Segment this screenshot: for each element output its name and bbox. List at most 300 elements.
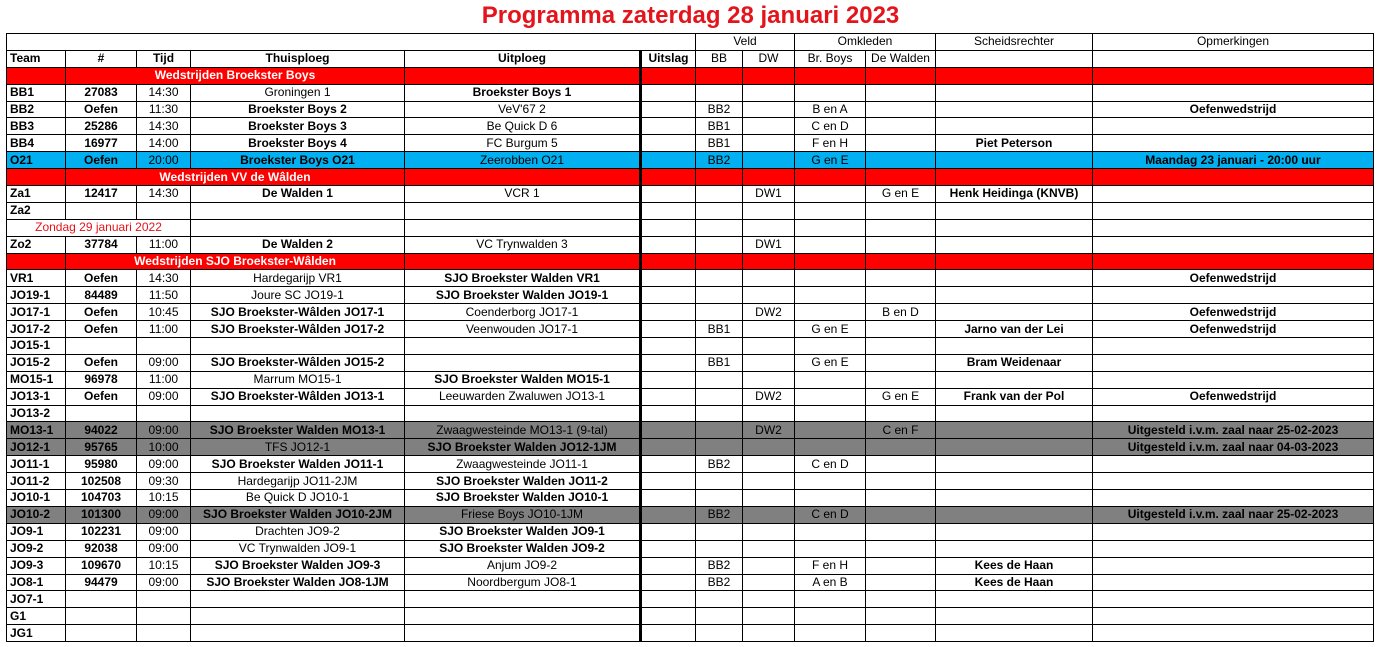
- cell-referee: [936, 371, 1093, 388]
- cell-dressing-brboys: [795, 388, 866, 405]
- page-title: Programma zaterdag 28 januari 2023: [481, 2, 900, 29]
- cell-dressing-dewalden: [866, 84, 936, 101]
- cell-referee: Kees de Haan: [936, 557, 1093, 574]
- cell-dressing-brboys: [795, 202, 866, 219]
- cell-result: [641, 506, 696, 523]
- cell-team: BB1: [7, 84, 66, 101]
- cell-team: MO15-1: [7, 371, 66, 388]
- cell-remarks: [1093, 456, 1374, 473]
- cell-home-team: Broekster Boys 2: [191, 101, 405, 118]
- cell-remarks: Uitgesteld i.v.m. zaal naar 04-03-2023: [1093, 439, 1374, 456]
- cell-dressing-brboys: B en A: [795, 101, 866, 118]
- cell-referee: [936, 625, 1093, 642]
- table-row: [7, 608, 1374, 625]
- cell-team: JO10-2: [7, 506, 66, 523]
- section-blank-cell: [696, 169, 743, 186]
- section-blank-uit: [405, 253, 641, 270]
- cell-away-team: [405, 202, 641, 219]
- cell-match-number: 94479: [66, 574, 137, 591]
- table-row: [7, 354, 1374, 371]
- cell-time: 10:45: [137, 304, 191, 321]
- section-blank-cell: [743, 67, 795, 84]
- cell-time: [137, 338, 191, 355]
- cell-dressing-brboys: F en H: [795, 135, 866, 152]
- cell-match-number: [66, 625, 137, 642]
- blank-cell: [743, 219, 795, 236]
- section-blank-cell: [696, 253, 743, 270]
- cell-remarks: Uitgesteld i.v.m. zaal naar 25-02-2023: [1093, 506, 1374, 523]
- table-row: [7, 101, 1374, 118]
- cell-time: 11:00: [137, 321, 191, 338]
- cell-dressing-brboys: [795, 236, 866, 253]
- cell-time: 14:30: [137, 118, 191, 135]
- cell-away-team: Zwaagwesteinde JO11-1: [405, 456, 641, 473]
- cell-dressing-dewalden: [866, 135, 936, 152]
- cell-referee: Bram Weidenaar: [936, 354, 1093, 371]
- cell-dressing-dewalden: [866, 321, 936, 338]
- column-header-bb: BB: [696, 50, 743, 67]
- group-header-omkleden: Omkleden: [795, 34, 936, 51]
- section-title: Wedstrijden VV de Wâlden: [66, 169, 405, 186]
- cell-dressing-dewalden: [866, 405, 936, 422]
- cell-team: BB2: [7, 101, 66, 118]
- column-header-scheids: [936, 50, 1093, 67]
- cell-time: [137, 405, 191, 422]
- cell-home-team: TFS JO12-1: [191, 439, 405, 456]
- table-row: [7, 287, 1374, 304]
- cell-remarks: [1093, 202, 1374, 219]
- cell-result: [641, 270, 696, 287]
- cell-field-dw: DW1: [743, 236, 795, 253]
- cell-field-bb: [696, 338, 743, 355]
- cell-time: 20:00: [137, 152, 191, 169]
- cell-team: G1: [7, 608, 66, 625]
- cell-dressing-brboys: C en D: [795, 506, 866, 523]
- cell-away-team: FC Burgum 5: [405, 135, 641, 152]
- cell-referee: [936, 540, 1093, 557]
- cell-away-team: SJO Broekster Walden JO19-1: [405, 287, 641, 304]
- section-blank-cell: [1093, 169, 1374, 186]
- schedule-table: [6, 33, 1374, 642]
- cell-time: 09:00: [137, 574, 191, 591]
- cell-remarks: Oefenwedstrijd: [1093, 304, 1374, 321]
- cell-home-team: SJO Broekster-Wâlden JO17-2: [191, 321, 405, 338]
- cell-away-team: SJO Broekster Walden MO15-1: [405, 371, 641, 388]
- cell-dressing-brboys: [795, 338, 866, 355]
- cell-referee: Kees de Haan: [936, 574, 1093, 591]
- cell-remarks: [1093, 371, 1374, 388]
- cell-away-team: Coenderborg JO17-1: [405, 304, 641, 321]
- cell-home-team: VC Trynwalden JO9-1: [191, 540, 405, 557]
- cell-time: 11:00: [137, 236, 191, 253]
- cell-time: 11:00: [137, 371, 191, 388]
- cell-dressing-brboys: F en H: [795, 557, 866, 574]
- cell-away-team: Zwaagwesteinde MO13-1 (9-tal): [405, 422, 641, 439]
- cell-dressing-dewalden: [866, 338, 936, 355]
- cell-referee: [936, 287, 1093, 304]
- blank-cell: [191, 219, 405, 236]
- cell-field-bb: BB2: [696, 456, 743, 473]
- cell-team: JO11-1: [7, 456, 66, 473]
- cell-dressing-dewalden: [866, 608, 936, 625]
- cell-field-bb: [696, 186, 743, 203]
- blank-cell: [405, 219, 641, 236]
- cell-time: 14:30: [137, 186, 191, 203]
- group-header-veld: Veld: [696, 34, 795, 51]
- cell-team: JO13-1: [7, 388, 66, 405]
- cell-home-team: Drachten JO9-2: [191, 523, 405, 540]
- section-blank-cell: [795, 169, 866, 186]
- cell-away-team: SJO Broekster Walden JO9-1: [405, 523, 641, 540]
- cell-match-number: 104703: [66, 490, 137, 507]
- table-row: [7, 338, 1374, 355]
- cell-match-number: Oefen: [66, 270, 137, 287]
- cell-result: [641, 574, 696, 591]
- table-row: [7, 473, 1374, 490]
- table-row: [7, 490, 1374, 507]
- cell-match-number: 27083: [66, 84, 137, 101]
- cell-result: [641, 557, 696, 574]
- cell-referee: [936, 118, 1093, 135]
- cell-field-dw: [743, 152, 795, 169]
- cell-team: O21: [7, 152, 66, 169]
- cell-home-team: SJO Broekster-Wâlden JO15-2: [191, 354, 405, 371]
- cell-field-dw: [743, 523, 795, 540]
- table-row: [7, 135, 1374, 152]
- cell-time: 09:00: [137, 523, 191, 540]
- cell-referee: [936, 523, 1093, 540]
- cell-field-dw: [743, 371, 795, 388]
- cell-field-dw: [743, 490, 795, 507]
- cell-referee: Frank van der Pol: [936, 388, 1093, 405]
- blank-cell: [696, 219, 743, 236]
- cell-home-team: [191, 405, 405, 422]
- cell-team: JO12-1: [7, 439, 66, 456]
- cell-field-dw: [743, 540, 795, 557]
- cell-field-bb: BB2: [696, 506, 743, 523]
- cell-field-bb: [696, 236, 743, 253]
- cell-field-bb: [696, 422, 743, 439]
- cell-remarks: Oefenwedstrijd: [1093, 270, 1374, 287]
- cell-remarks: [1093, 354, 1374, 371]
- cell-dressing-dewalden: [866, 490, 936, 507]
- section-blank-cell: [795, 253, 866, 270]
- cell-away-team: SJO Broekster Walden JO10-1: [405, 490, 641, 507]
- cell-result: [641, 388, 696, 405]
- cell-dressing-brboys: [795, 608, 866, 625]
- cell-dressing-brboys: [795, 439, 866, 456]
- cell-dressing-brboys: G en E: [795, 321, 866, 338]
- table-row: [7, 625, 1374, 642]
- cell-result: [641, 84, 696, 101]
- cell-dressing-brboys: [795, 186, 866, 203]
- cell-dressing-dewalden: C en F: [866, 422, 936, 439]
- cell-result: [641, 608, 696, 625]
- cell-field-dw: [743, 270, 795, 287]
- column-header-team: Team: [7, 50, 66, 67]
- cell-field-bb: BB2: [696, 101, 743, 118]
- table-row: [7, 371, 1374, 388]
- cell-field-bb: BB1: [696, 321, 743, 338]
- cell-dressing-dewalden: [866, 591, 936, 608]
- cell-dressing-brboys: [795, 473, 866, 490]
- cell-result: [641, 490, 696, 507]
- table-row: [7, 118, 1374, 135]
- cell-referee: Jarno van der Lei: [936, 321, 1093, 338]
- cell-home-team: [191, 338, 405, 355]
- cell-field-bb: [696, 84, 743, 101]
- cell-team: JG1: [7, 625, 66, 642]
- cell-home-team: [191, 591, 405, 608]
- cell-field-bb: BB2: [696, 152, 743, 169]
- cell-dressing-dewalden: [866, 152, 936, 169]
- section-blank-team: [7, 253, 66, 270]
- section-blank-uitslag: [641, 67, 696, 84]
- cell-field-bb: [696, 287, 743, 304]
- cell-result: [641, 439, 696, 456]
- cell-home-team: De Walden 1: [191, 186, 405, 203]
- cell-referee: [936, 84, 1093, 101]
- cell-team: JO8-1: [7, 574, 66, 591]
- cell-match-number: 16977: [66, 135, 137, 152]
- section-blank-cell: [936, 253, 1093, 270]
- cell-team: JO9-2: [7, 540, 66, 557]
- cell-dressing-dewalden: [866, 574, 936, 591]
- section-blank-cell: [1093, 253, 1374, 270]
- cell-dressing-dewalden: [866, 118, 936, 135]
- table-row: [7, 152, 1374, 169]
- cell-field-bb: [696, 625, 743, 642]
- cell-dressing-dewalden: [866, 236, 936, 253]
- cell-result: [641, 338, 696, 355]
- cell-dressing-dewalden: G en E: [866, 388, 936, 405]
- cell-match-number: Oefen: [66, 152, 137, 169]
- cell-result: [641, 236, 696, 253]
- cell-dressing-dewalden: [866, 540, 936, 557]
- cell-remarks: [1093, 591, 1374, 608]
- cell-remarks: Uitgesteld i.v.m. zaal naar 25-02-2023: [1093, 422, 1374, 439]
- cell-time: 10:15: [137, 490, 191, 507]
- cell-time: [137, 625, 191, 642]
- column-header-uitploeg: Uitploeg: [405, 50, 641, 67]
- section-blank-cell: [795, 67, 866, 84]
- table-row: [7, 439, 1374, 456]
- cell-match-number: 101300: [66, 506, 137, 523]
- cell-remarks: [1093, 473, 1374, 490]
- cell-home-team: SJO Broekster Walden MO13-1: [191, 422, 405, 439]
- section-blank-cell: [866, 67, 936, 84]
- cell-time: 09:30: [137, 473, 191, 490]
- group-header-blank: [7, 34, 696, 51]
- cell-home-team: Marrum MO15-1: [191, 371, 405, 388]
- cell-away-team: SJO Broekster Walden VR1: [405, 270, 641, 287]
- cell-team: JO13-2: [7, 405, 66, 422]
- cell-dressing-brboys: [795, 287, 866, 304]
- cell-team: Za1: [7, 186, 66, 203]
- table-row: [7, 523, 1374, 540]
- cell-time: 14:30: [137, 270, 191, 287]
- blank-cell: [936, 219, 1093, 236]
- cell-dressing-dewalden: [866, 456, 936, 473]
- cell-referee: [936, 439, 1093, 456]
- table-row: [7, 388, 1374, 405]
- cell-dressing-dewalden: [866, 101, 936, 118]
- cell-time: 09:00: [137, 354, 191, 371]
- section-blank-cell: [696, 67, 743, 84]
- blank-cell: [1093, 219, 1374, 236]
- cell-match-number: [66, 202, 137, 219]
- cell-away-team: [405, 338, 641, 355]
- cell-referee: [936, 506, 1093, 523]
- cell-field-dw: [743, 625, 795, 642]
- table-row: [7, 557, 1374, 574]
- cell-field-dw: [743, 338, 795, 355]
- cell-field-dw: [743, 557, 795, 574]
- cell-dressing-brboys: G en E: [795, 152, 866, 169]
- cell-match-number: 95980: [66, 456, 137, 473]
- cell-home-team: Be Quick D JO10-1: [191, 490, 405, 507]
- cell-home-team: De Walden 2: [191, 236, 405, 253]
- cell-remarks: [1093, 490, 1374, 507]
- cell-result: [641, 135, 696, 152]
- cell-field-dw: [743, 202, 795, 219]
- group-header-scheidsrechter: Scheidsrechter: [936, 34, 1093, 51]
- cell-result: [641, 405, 696, 422]
- cell-result: [641, 540, 696, 557]
- cell-home-team: SJO Broekster Walden JO8-1JM: [191, 574, 405, 591]
- section-title: Wedstrijden Broekster Boys: [66, 67, 405, 84]
- column-header-opm: [1093, 50, 1374, 67]
- cell-field-bb: [696, 523, 743, 540]
- cell-dressing-dewalden: [866, 557, 936, 574]
- cell-result: [641, 371, 696, 388]
- cell-remarks: [1093, 338, 1374, 355]
- group-header-opmerkingen: Opmerkingen: [1093, 34, 1374, 51]
- cell-match-number: 37784: [66, 236, 137, 253]
- cell-team: JO9-3: [7, 557, 66, 574]
- cell-away-team: [405, 625, 641, 642]
- cell-match-number: 102231: [66, 523, 137, 540]
- cell-time: 11:30: [137, 101, 191, 118]
- cell-match-number: 102508: [66, 473, 137, 490]
- cell-match-number: Oefen: [66, 388, 137, 405]
- cell-result: [641, 625, 696, 642]
- section-header-row: [7, 253, 1374, 270]
- column-header-thuisploeg: Thuisploeg: [191, 50, 405, 67]
- cell-away-team: SJO Broekster Walden JO9-2: [405, 540, 641, 557]
- cell-away-team: [405, 591, 641, 608]
- cell-dressing-dewalden: [866, 473, 936, 490]
- cell-field-bb: BB1: [696, 118, 743, 135]
- cell-field-dw: [743, 405, 795, 422]
- cell-match-number: 96978: [66, 371, 137, 388]
- cell-field-bb: [696, 405, 743, 422]
- cell-dressing-dewalden: [866, 287, 936, 304]
- cell-dressing-brboys: C en D: [795, 456, 866, 473]
- cell-match-number: [66, 591, 137, 608]
- cell-dressing-brboys: [795, 523, 866, 540]
- cell-result: [641, 186, 696, 203]
- cell-field-dw: [743, 354, 795, 371]
- cell-match-number: Oefen: [66, 304, 137, 321]
- table-row: [7, 540, 1374, 557]
- blank-cell: [641, 219, 696, 236]
- cell-time: 10:00: [137, 439, 191, 456]
- cell-referee: [936, 152, 1093, 169]
- blank-cell: [795, 219, 866, 236]
- table-row: [7, 422, 1374, 439]
- cell-result: [641, 591, 696, 608]
- cell-field-bb: [696, 202, 743, 219]
- cell-home-team: Joure SC JO19-1: [191, 287, 405, 304]
- cell-team: VR1: [7, 270, 66, 287]
- cell-home-team: SJO Broekster Walden JO9-3: [191, 557, 405, 574]
- column-header-dw: DW: [743, 50, 795, 67]
- cell-remarks: [1093, 135, 1374, 152]
- cell-remarks: [1093, 625, 1374, 642]
- cell-time: 09:00: [137, 456, 191, 473]
- cell-match-number: 84489: [66, 287, 137, 304]
- section-blank-team: [7, 169, 66, 186]
- cell-home-team: Hardegarijp VR1: [191, 270, 405, 287]
- cell-dressing-brboys: [795, 405, 866, 422]
- cell-field-bb: [696, 540, 743, 557]
- sunday-label: Zondag 29 januari 2022: [7, 219, 191, 236]
- section-blank-cell: [936, 169, 1093, 186]
- cell-time: 10:15: [137, 557, 191, 574]
- cell-away-team: Zeerobben O21: [405, 152, 641, 169]
- cell-match-number: 94022: [66, 422, 137, 439]
- cell-result: [641, 473, 696, 490]
- table-row: [7, 84, 1374, 101]
- cell-referee: [936, 591, 1093, 608]
- cell-away-team: [405, 354, 641, 371]
- cell-home-team: [191, 202, 405, 219]
- section-blank-cell: [1093, 67, 1374, 84]
- cell-time: 09:00: [137, 422, 191, 439]
- cell-remarks: [1093, 84, 1374, 101]
- cell-away-team: Anjum JO9-2: [405, 557, 641, 574]
- table-row: [7, 506, 1374, 523]
- cell-field-dw: [743, 574, 795, 591]
- cell-away-team: Leeuwarden Zwaluwen JO13-1: [405, 388, 641, 405]
- cell-field-dw: [743, 456, 795, 473]
- cell-match-number: [66, 338, 137, 355]
- section-blank-cell: [743, 253, 795, 270]
- cell-team: BB4: [7, 135, 66, 152]
- cell-field-dw: [743, 101, 795, 118]
- cell-result: [641, 321, 696, 338]
- cell-home-team: [191, 625, 405, 642]
- cell-team: MO13-1: [7, 422, 66, 439]
- cell-field-bb: [696, 608, 743, 625]
- cell-referee: [936, 608, 1093, 625]
- cell-home-team: SJO Broekster-Wâlden JO13-1: [191, 388, 405, 405]
- cell-team: JO11-2: [7, 473, 66, 490]
- cell-away-team: Be Quick D 6: [405, 118, 641, 135]
- cell-remarks: [1093, 236, 1374, 253]
- cell-referee: Piet Peterson: [936, 135, 1093, 152]
- cell-match-number: Oefen: [66, 321, 137, 338]
- cell-dressing-brboys: [795, 84, 866, 101]
- cell-dressing-dewalden: [866, 506, 936, 523]
- cell-field-bb: [696, 388, 743, 405]
- cell-remarks: [1093, 287, 1374, 304]
- cell-dressing-dewalden: B en D: [866, 304, 936, 321]
- cell-team: JO10-1: [7, 490, 66, 507]
- cell-home-team: Broekster Boys 4: [191, 135, 405, 152]
- cell-dressing-dewalden: [866, 202, 936, 219]
